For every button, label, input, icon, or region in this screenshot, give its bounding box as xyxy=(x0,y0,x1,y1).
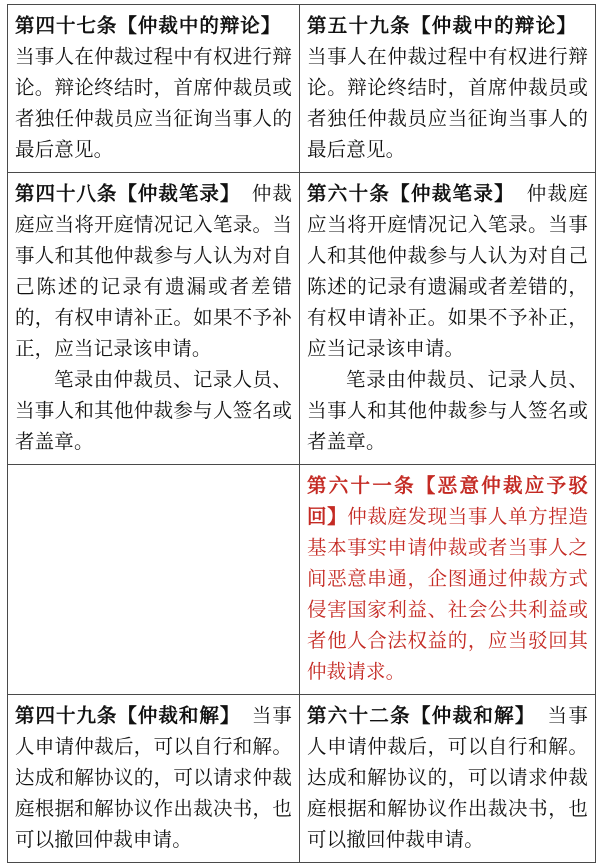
article-heading: 第六十二条【仲裁和解】 xyxy=(307,704,536,727)
article-heading: 第六十一条【恶意仲裁应予驳回】 xyxy=(307,474,588,528)
table-body xyxy=(8,5,596,863)
table-cell-right xyxy=(300,695,596,863)
article-heading: 第四十八条【仲裁笔录】 xyxy=(15,182,241,205)
article-heading: 第四十九条【仲裁和解】 xyxy=(15,704,241,727)
article-body: 当事人申请仲裁后，可以自行和解。达成和解协议的，可以请求仲裁庭根据和解协议作出裁决书，也可以撤回仲裁申请。 xyxy=(15,704,292,851)
table-cell-left-empty xyxy=(8,465,300,695)
article-paragraph xyxy=(15,700,292,855)
article-paragraph-secondary: 笔录由仲裁员、记录人员、当事人和其他仲裁参与人签名或者盖章。 xyxy=(307,368,588,453)
article-heading: 第四十七条【仲裁中的辩论】 xyxy=(15,14,282,37)
article-paragraph xyxy=(307,700,588,855)
article-paragraph-secondary: 笔录由仲裁员、记录人员、当事人和其他仲裁参与人签名或者盖章。 xyxy=(15,368,292,453)
article-body: 仲裁庭应当将开庭情况记入笔录。当事人和其他仲裁参与人认为对自己陈述的记录有遗漏或者差错的，有权申请补正。如果不予补正，应当记录该申请。 xyxy=(15,182,292,360)
article-body: 仲裁庭发现当事人单方捏造基本事实申请仲裁或者当事人之间恶意串通，企图通过仲裁方式侵害国家利益、社会公共利益或者他人合法权益的，应当驳回其仲裁请求。 xyxy=(307,505,588,683)
table-cell-right xyxy=(300,5,596,173)
table-cell-left xyxy=(8,695,300,863)
table-cell-right-new-article xyxy=(300,465,596,695)
article-paragraph xyxy=(15,178,292,364)
article-paragraph xyxy=(307,10,588,165)
table-cell-left xyxy=(8,5,300,173)
table-row xyxy=(8,695,596,863)
article-body: 当事人在仲裁过程中有权进行辩论。辩论终结时，首席仲裁员或者独任仲裁员应当征询当事人的最后意见。 xyxy=(15,45,292,161)
article-heading: 第六十条【仲裁笔录】 xyxy=(307,182,515,205)
table-row xyxy=(8,5,596,173)
article-paragraph xyxy=(307,178,588,364)
table-row xyxy=(8,465,596,695)
article-paragraph xyxy=(307,470,588,687)
article-body: 仲裁庭应当将开庭情况记入笔录。当事人和其他仲裁参与人认为对自己陈述的记录有遗漏或者差错的，有权申请补正。如果不予补正，应当记录该申请。 xyxy=(307,182,588,360)
article-body: 当事人申请仲裁后，可以自行和解。达成和解协议的，可以请求仲裁庭根据和解协议作出裁决书，也可以撤回仲裁申请。 xyxy=(307,704,588,851)
table-cell-right xyxy=(300,173,596,465)
law-comparison-table xyxy=(7,4,596,863)
article-body: 当事人在仲裁过程中有权进行辩论。辩论终结时，首席仲裁员或者独任仲裁员应当征询当事人的最后意见。 xyxy=(307,45,588,161)
table-cell-left xyxy=(8,173,300,465)
article-paragraph xyxy=(15,10,292,165)
article-heading: 第五十九条【仲裁中的辩论】 xyxy=(307,14,578,37)
table-row xyxy=(8,173,596,465)
